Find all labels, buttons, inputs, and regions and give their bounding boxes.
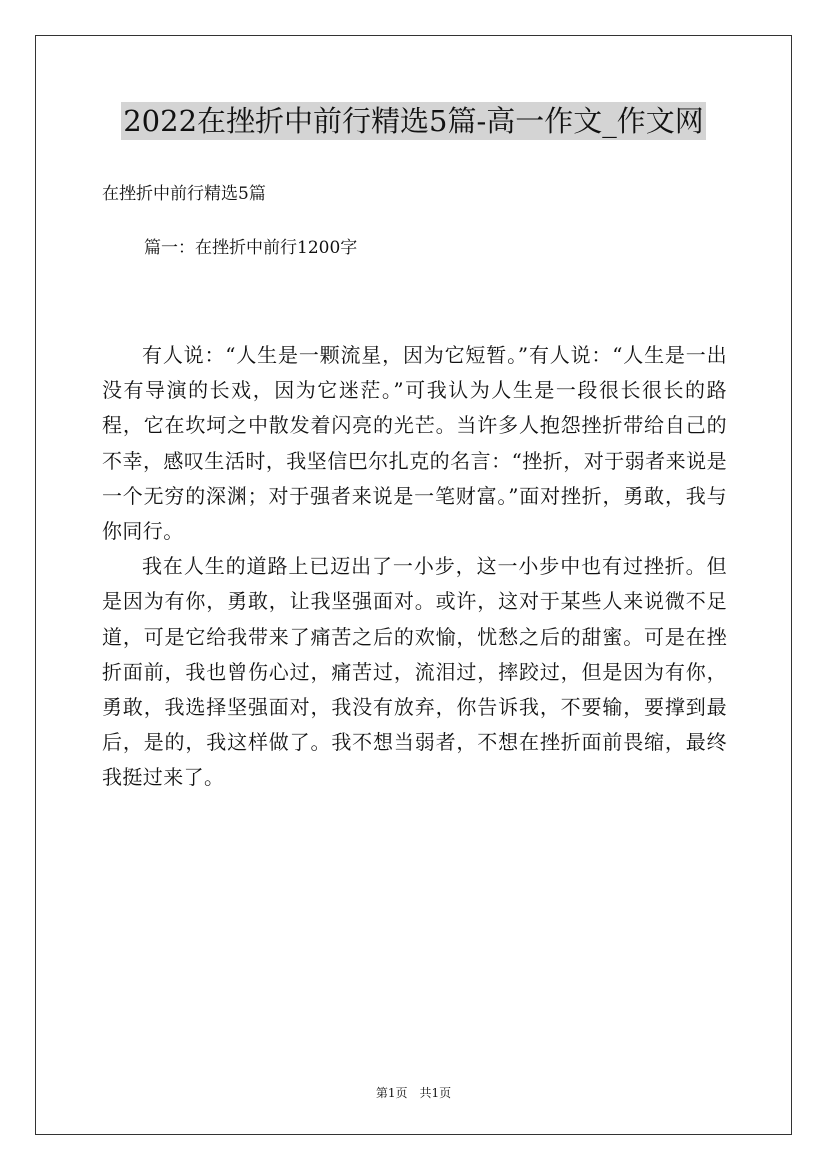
title-container bbox=[0, 102, 827, 140]
document-title: 2022在挫折中前行精选5篇-高一作文_作文网 bbox=[123, 104, 704, 138]
document-subtitle: 在挫折中前行精选5篇 bbox=[102, 184, 266, 204]
body-text bbox=[102, 338, 727, 796]
paragraph-1: 有人说：“人生是一颗流星，因为它短暂。”有人说：“人生是一出没有导演的长戏，因为它迷茫。”可我认为人生是一段很长很长的路程，它在坎坷之中散发着闪亮的光芒。当许多人抱怨挫折带给自己的不幸，感叹生活时，我坚信巴尔扎克的名言：“挫折，对于弱者来说是一个无穷的深渊；对于强者来说是一笔财富。”面对挫折，勇敢，我与你同行。 bbox=[102, 343, 727, 544]
paragraph-2: 我在人生的道路上已迈出了一小步，这一小步中也有过挫折。但是因为有你，勇敢，让我坚强面对。或许，这对于某些人来说微不足道，可是它给我带来了痛苦之后的欢愉，忧愁之后的甜蜜。可是在挫折面前，我也曾伤心过，痛苦过，流泪过，摔跤过，但是因为有你，勇敢，我选择坚强面对，我没有放弃，你告诉我，不要输，要撑到最后，是的，我这样做了。我不想当弱者，不想在挫折面前畏缩，最终我挺过来了。 bbox=[102, 554, 727, 790]
page-footer: 第1页 共1页 bbox=[375, 1086, 452, 1100]
chapter-heading: 篇一：在挫折中前行1200字 bbox=[144, 238, 358, 258]
